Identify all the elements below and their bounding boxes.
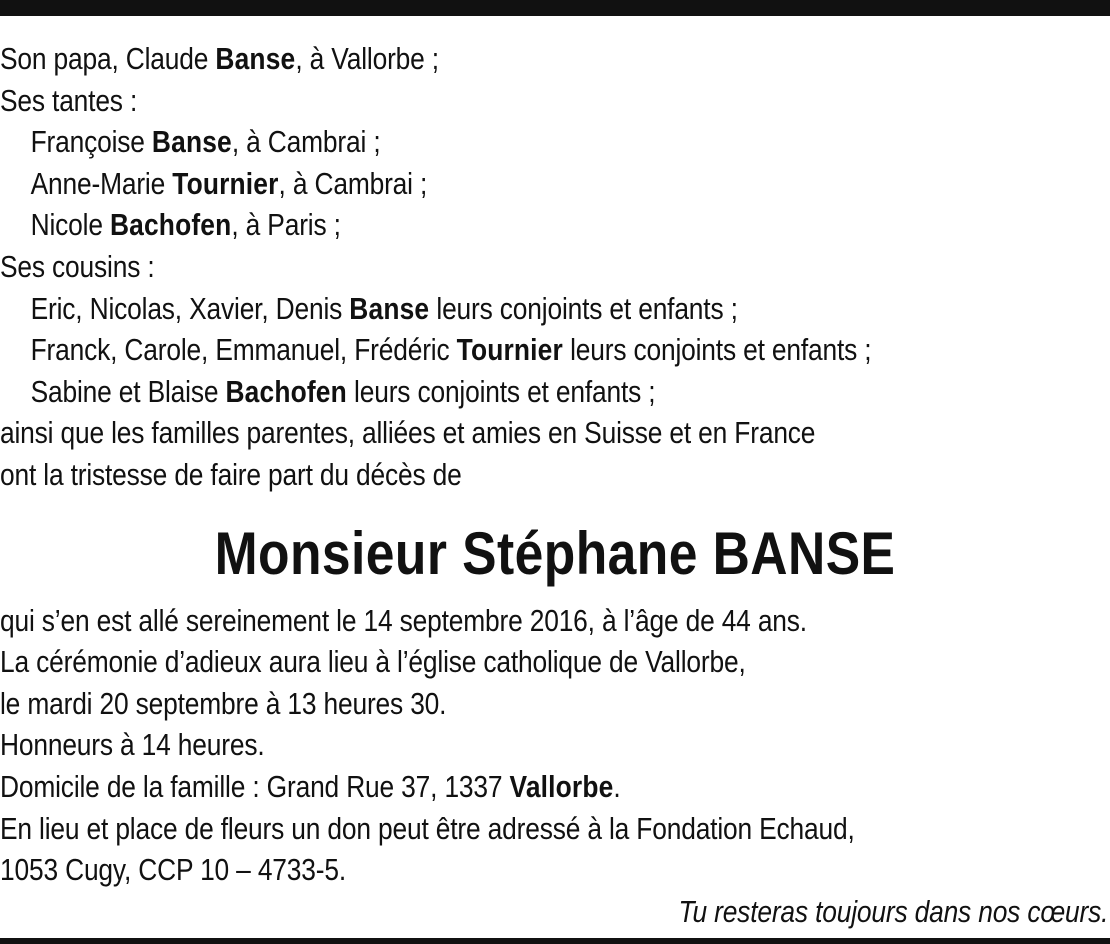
aunt-name: Nicole	[30, 207, 110, 243]
closing-sentiment: Tu resteras toujours dans nos cœurs.	[678, 893, 1109, 929]
domicile-town: Vallorbe	[509, 768, 614, 804]
cousin-suffix: leurs conjoints et enfants ;	[346, 373, 656, 409]
aunt-line	[0, 121, 944, 163]
aunt-surname: Tournier	[172, 165, 279, 201]
cousin-suffix: leurs conjoints et enfants ;	[562, 332, 872, 368]
bottom-border-rule	[0, 938, 1110, 944]
donation-account-line: 1053 Cugy, CCP 10 – 4733-5.	[0, 852, 347, 888]
top-border-rule	[0, 0, 1110, 16]
domicile-address: Domicile de la famille : Grand Rue 37, 1337	[0, 768, 510, 804]
extended-family-line: ainsi que les familles parentes, alliées et amies en Suisse et en France	[0, 415, 816, 451]
aunt-name: Anne-Marie	[30, 165, 173, 201]
ceremony-line: La cérémonie d’adieux aura lieu à l’église catholique de Vallorbe,	[0, 644, 746, 680]
papa-location: , à Vallorbe ;	[295, 41, 439, 76]
aunt-surname: Banse	[151, 124, 232, 160]
cousin-names: Eric, Nicolas, Xavier, Denis	[30, 290, 350, 326]
aunt-line	[0, 204, 944, 246]
cousin-names: Sabine et Blaise	[30, 373, 226, 409]
domicile-period: .	[613, 768, 621, 804]
cousin-surname: Banse	[349, 290, 430, 326]
honours-line: Honneurs à 14 heures.	[0, 727, 265, 763]
cousin-line	[0, 329, 944, 371]
aunt-surname: Bachofen	[109, 207, 232, 243]
obituary-text	[0, 38, 1110, 932]
cousin-surname: Tournier	[456, 332, 563, 368]
cousin-suffix: leurs conjoints et enfants ;	[429, 290, 738, 326]
papa-surname: Banse	[215, 41, 296, 76]
ceremony-time-line: le mardi 20 septembre à 13 heures 30.	[0, 685, 447, 721]
domicile-line	[0, 766, 944, 808]
cousin-surname: Bachofen	[225, 373, 347, 409]
announcement-line: ont la tristesse de faire part du décès de	[0, 456, 462, 492]
aunts-heading: Ses tantes :	[0, 82, 138, 118]
aunt-location: , à Paris ;	[231, 207, 341, 243]
aunt-name: Françoise	[30, 124, 152, 160]
ceremony-details	[0, 600, 1110, 891]
aunt-location: , à Cambrai ;	[278, 165, 428, 201]
cousin-names: Franck, Carole, Emmanuel, Frédéric	[30, 332, 457, 368]
cousin-line	[0, 371, 944, 413]
donation-line: En lieu et place de fleurs un don peut être adressé à la Fondation Echaud,	[0, 810, 855, 846]
papa-line	[0, 38, 944, 80]
papa-name: Son papa, Claude	[0, 41, 216, 76]
cousins-heading: Ses cousins :	[0, 248, 155, 284]
passing-line: qui s’en est allé sereinement le 14 septembre 2016, à l’âge de 44 ans.	[0, 602, 807, 638]
deceased-name: Monsieur Stéphane BANSE	[214, 519, 896, 587]
cousin-line	[0, 288, 944, 330]
aunt-line	[0, 163, 944, 205]
aunt-location: , à Cambrai ;	[231, 124, 381, 160]
